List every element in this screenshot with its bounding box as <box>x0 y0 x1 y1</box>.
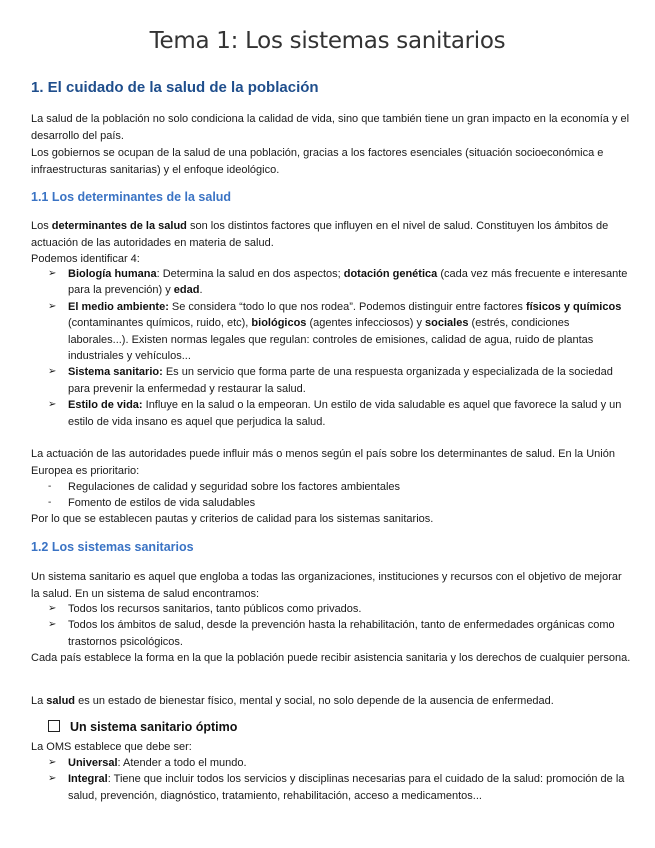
dash-bullet: - <box>48 481 52 492</box>
section-1-2-heading: 1.2 Los sistemas sanitarios <box>31 540 194 554</box>
determinantes-count: Podemos identificar 4: <box>31 253 140 266</box>
sistema-contents-list <box>48 601 630 650</box>
document-title: Tema 1: Los sistemas sanitarios <box>149 28 506 54</box>
oms-intro: La OMS establece que debe ser: <box>31 741 192 753</box>
arrow-bullet-icon: ➢ <box>48 300 57 312</box>
dash-bullet: - <box>48 497 52 509</box>
salud-term: salud <box>46 695 76 707</box>
optimo-heading: Un sistema sanitario óptimo <box>48 720 237 734</box>
list-item: ➢ Todos los recursos sanitarios, tanto públicos como privados. <box>48 601 630 617</box>
determinantes-term: determinantes de la salud <box>51 220 187 232</box>
quality-criteria-paragraph: Por lo que se establecen pautas y criterios de calidad para los sistemas sanitarios. <box>31 513 434 525</box>
checkbox-square-icon <box>48 720 60 732</box>
salud-definition-paragraph: La salud es un estado de bienestar físico, mental y social, no solo depende de la ausencia de enfermedad. <box>31 695 554 707</box>
arrow-bullet-icon: ➢ <box>48 773 57 785</box>
list-item: ➢ Todos los ámbitos de salud, desde la prevención hasta la rehabilitación, tanto de enfermedades orgánicas como trastornos psicológicos. <box>48 619 615 648</box>
list-item: ➢ Sistema sanitario: Es un servicio que forma parte de una respuesta organizada y especializada de la sociedad para prevenir la enfermedad y restaurar la salud. <box>48 366 613 395</box>
arrow-bullet-icon: ➢ <box>48 619 57 631</box>
list-item: ➢ Biología humana: Determina la salud en dos aspectos; dotación genética (cada vez más frecuente e interesante para la prevención) y edad. <box>48 268 628 297</box>
list-item: - Fomento de estilos de vida saludables <box>48 495 630 511</box>
list-item: ➢ Integral: Tiene que incluir todos los servicios y disciplinas necesarias para el cuidado de la salud: promoción de la salud, prevención, diagnóstico, tratamiento, rehabilitación, acceso a medicamentos... <box>48 773 625 802</box>
section-1-paragraph-2: Los gobiernos se ocupan de la salud de una población, gracias a los factores esenciales (situación socioeconómica e infraestructuras sanitarias) y el enfoque ideológico. <box>31 147 604 176</box>
arrow-bullet-icon: ➢ <box>48 268 57 279</box>
arrow-bullet-icon: ➢ <box>48 757 57 768</box>
section-1-heading: 1. El cuidado de la salud de la población <box>31 79 319 96</box>
eu-priorities-list <box>48 479 630 512</box>
determinantes-intro: Los determinantes de la salud son los distintos factores que influyen en el nivel de salud. Constituyen los ámbitos de actuación de las autoridades en materia de salud. Podemos identificar 4: <box>31 220 609 266</box>
determinantes-list <box>48 266 630 430</box>
list-item: ➢ Estilo de vida: Influye en la salud o la empeoran. Un estilo de vida saludable es aquel que favorece la salud y un estilo de vida insano es aquel que perjudica la salud. <box>48 399 622 428</box>
asistencia-paragraph: Cada país establece la forma en la que la población puede recibir asistencia sanitaria y los derechos de cualquier persona. <box>31 652 631 664</box>
list-item: ➢ El medio ambiente: Se considera “todo lo que nos rodea”. Podemos distinguir entre factores físicos y químicos (contaminantes químicos, ruido, etc), biológicos (agentes infecciosos) y sociales (estrés, condiciones laborales...). Existen normas legales que regulan: controles de emisiones, calidad de agua, ruido de plantas industriales y vehículos... <box>48 300 622 363</box>
arrow-bullet-icon: ➢ <box>48 366 57 378</box>
arrow-bullet-icon: ➢ <box>48 399 57 411</box>
section-1-1-heading: 1.1 Los determinantes de la salud <box>31 190 232 204</box>
sistema-sanitario-paragraph: Un sistema sanitario es aquel que engloba a todas las organizaciones, instituciones y recursos con el objetivo de mejorar la salud. En un sistema de salud encontramos: <box>31 571 622 600</box>
arrow-bullet-icon: ➢ <box>48 603 57 614</box>
eu-paragraph: La actuación de las autoridades puede influir más o menos según el país sobre los determinantes de salud. En la Unión Europea es prioritario: <box>31 448 615 477</box>
list-item: ➢ Universal: Atender a todo el mundo. <box>48 755 630 771</box>
section-1-paragraph-1: La salud de la población no solo condiciona la calidad de vida, sino que también tiene un gran impacto en la economía y el desarrollo del país. <box>31 113 630 142</box>
list-item: - Regulaciones de calidad y seguridad sobre los factores ambientales <box>48 479 630 495</box>
optimo-list <box>48 755 630 804</box>
